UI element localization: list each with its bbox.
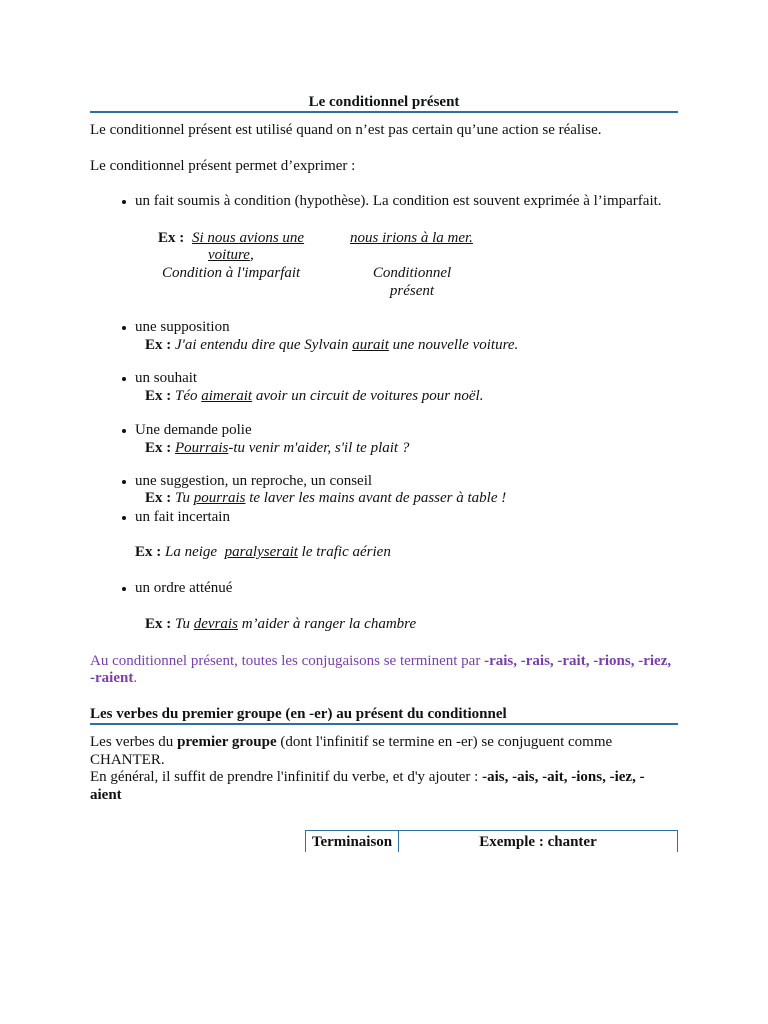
condition-clause: Si nous avions une [192,230,305,246]
bullet-souhait: un souhait [135,370,198,386]
title-underline [90,93,678,113]
label-condition-imparfait: Condition à l'imparfait [162,265,301,281]
page-bottom-blank [0,852,768,1024]
condition-clause-end: voiture [208,247,250,263]
example-7: Ex : Tu devrais m’aider à ranger la chambre [145,616,417,632]
example-4: Ex : Pourrais-tu venir m'aider, s'il te plait ? [145,440,410,456]
bullet-demande-polie: Une demande polie [135,422,252,438]
example-1-label [158,229,184,247]
page-title: Le conditionnel présent [308,94,460,110]
example-1-condition-2: voiture, [208,247,254,263]
bullet-condition: un fait soumis à condition (hypothèse). La condition est souvent exprimée à l’imparfait. [135,193,662,209]
example-6: Ex : La neige paralyserait le trafic aérien [135,544,391,560]
endings-paragraph: Au conditionnel présent, toutes les conjugaisons se terminent par -rais, -rais, -rait, -rions, -riez, [90,653,672,669]
conjugation-table [305,830,678,854]
group-paragraph-2-line2: aient [90,787,122,803]
example-1-main [350,229,473,247]
group-paragraph-1: Les verbes du premier groupe (dont l'infinitif se termine en -er) se conjuguent comme [90,734,613,750]
endings-paragraph-line2: -raient. [90,670,138,686]
ex-label: Ex : [158,230,185,246]
table-header-exemple: Exemple : chanter [399,831,678,854]
permet-paragraph: Le conditionnel présent permet d’exprimer : [90,158,356,174]
example-3: Ex : Téo aimerait avoir un circuit de voitures pour noël. [145,388,484,404]
main-clause: nous irions à la mer. [350,230,473,246]
section-heading: Les verbes du premier groupe (en -er) au présent du conditionnel [90,706,507,722]
table-header-row [306,831,678,854]
group-paragraph-2: En général, il suffit de prendre l'infinitif du verbe, et d'y ajouter : -ais, -ais, -ait, -ions, -iez, - [90,769,645,785]
table-header-terminaison: Terminaison [306,831,399,854]
section-heading-underline [90,705,678,725]
intro-paragraph: Le conditionnel présent est utilisé quand on n’est pas certain qu’une action se réalise. [90,122,602,138]
label-conditionnel-present: Conditionnel présent [372,265,452,299]
bullet-supposition: une supposition [135,319,230,335]
bullet-fait-incertain: un fait incertain [135,509,230,525]
bullet-ordre-attenue: un ordre atténué [135,580,233,596]
example-5: Ex : Tu pourrais te laver les mains avant de passer à table ! [145,490,507,506]
bullet-suggestion: une suggestion, un reproche, un conseil [135,473,373,489]
example-1-condition [192,229,304,247]
example-2: Ex : J'ai entendu dire que Sylvain aurait une nouvelle voiture. [145,337,519,353]
group-paragraph-1-line2: CHANTER. [90,752,165,768]
